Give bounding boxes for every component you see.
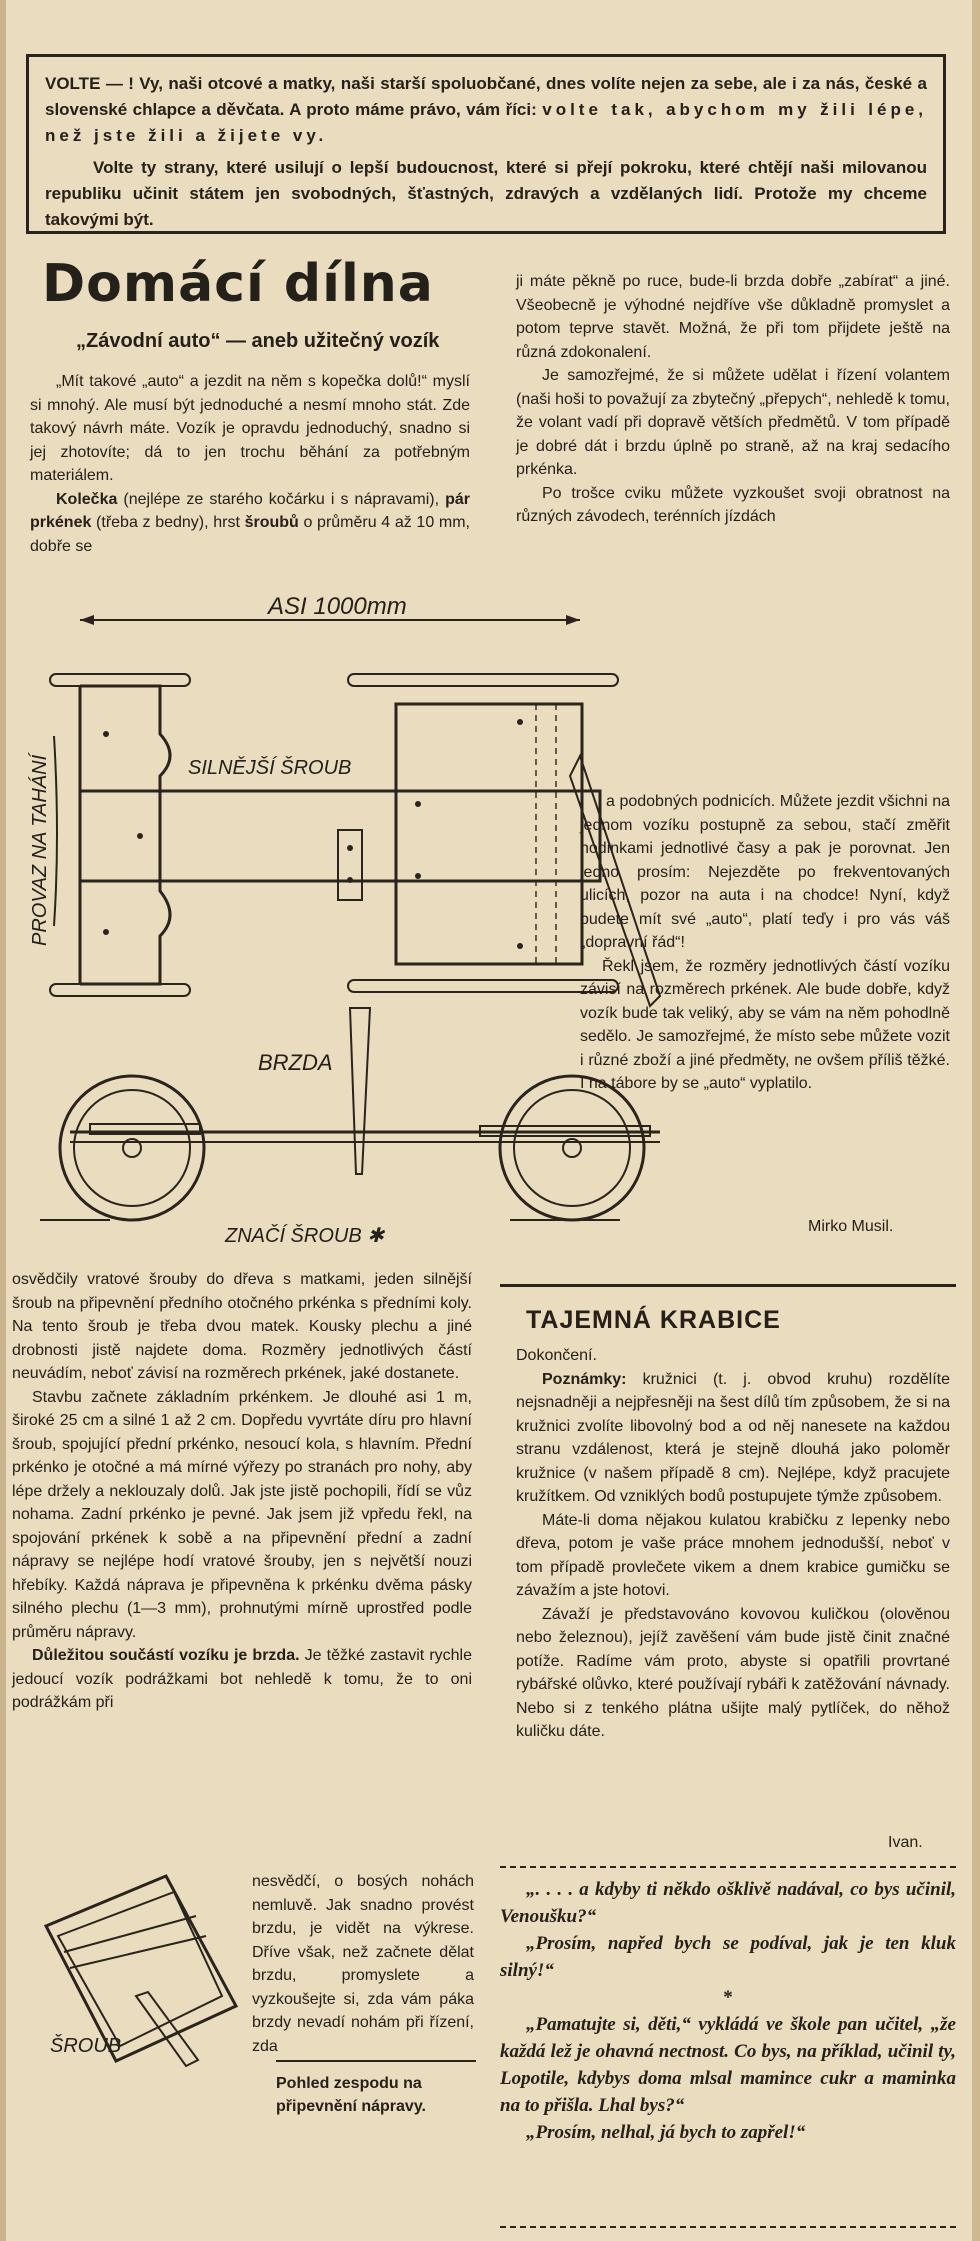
right-paragraph-2: Je samozřejmé, že si můžete udělat i řízení volantem (naši hoši to považují za zbytečný „přepych“, nehledě k tomu, že volant vadí při dopravě větších předmětů. V tom případě je dobré dát i brzdu úplně po straně, až na kraj sedacího prkénka.	[516, 367, 950, 478]
materials-bold-screws: šroubů	[244, 514, 299, 531]
brake-continuation-text: nesvědčí, o bosých nohách nemluvě. Jak snadno provést brzdu, je vidět na výkrese. Dříve však, než začnete dělat brzdu, promyslete a vyzkoušejte si, zda vám páka brzdy nevadí nohám při řízení, zda	[252, 1873, 474, 2055]
rear-axle-bottom	[348, 980, 618, 992]
bolt-mark-text: ZNAČÍ ŠROUB	[225, 1225, 362, 1247]
intro-paragraph: „Mít takové „auto“ a jezdit na něm s kopečka dolů!“ myslí si mnohý. Ale musí být jednoduché a nesmí mnoho stát. Zde takový návrh máte. Vozík je opravdu jednoduchý, snadno si jej zhotovíte; dá to jen trochu běhání za potřebným materiálem.	[30, 373, 470, 484]
bolt-dot	[415, 873, 421, 879]
front-board	[80, 686, 170, 984]
rope-label: PROVAZ NA TAHÁNÍ	[29, 754, 51, 946]
main-board	[80, 791, 600, 881]
joke-2-answer: „Prosím, nelhal, já bych to zapřel!“	[526, 2122, 806, 2143]
rear-board	[396, 704, 582, 964]
bolt-dot	[103, 929, 109, 935]
front-axle-bottom	[50, 984, 190, 996]
rear-axle-top	[348, 674, 618, 686]
box-paragraph-3: Závaží je představováno kovovou kuličkou (olověnou nebo železnou), jejíž zavěšení vám bude jistě činit značné potíže. Radíme vám proto, abyste si opatřili provrtané rybářské olůvko, které používají rybáři k zatěžování návnady. Nebo si z tenkého plátna ušijte malý pytlíček, do něhož kuličku dáte.	[516, 1605, 950, 1740]
box-author: Ivan.	[888, 1834, 923, 1851]
bolt-mark-symbol: ✱	[367, 1225, 385, 1247]
jokes-rule-bottom	[500, 2226, 956, 2228]
figure-caption: Pohled zespodu na připevnění nápravy.	[276, 2075, 426, 2115]
front-wheel-inner	[74, 1090, 190, 1206]
box-article-title: TAJEMNÁ KRABICE	[526, 1306, 781, 1334]
jokes-section	[500, 1876, 956, 2146]
bolt-dot	[415, 801, 421, 807]
bolt-dot	[347, 845, 353, 851]
right-paragraph-3: Po trošce cviku můžete vyzkoušet svoji obratnost na různých závodech, terénních jízdách	[516, 484, 950, 525]
box-article-column	[516, 1340, 950, 1744]
jokes-rule-top	[500, 1866, 956, 1868]
article-title: Domácí dílna	[42, 254, 434, 314]
fig2-label: ŠROUB	[50, 2035, 122, 2057]
continued-label: Dokončení.	[516, 1347, 597, 1364]
bolt-mark-label	[224, 1224, 385, 1247]
metal-strip	[64, 1916, 206, 1968]
article-right-column	[516, 270, 950, 529]
materials-text-1: (nejlépe ze starého kočárku i s nápravami),	[117, 490, 446, 508]
materials-bold-boards: pár prkének	[30, 490, 470, 531]
materials-text-3: o průměru 4 až 10 mm, dobře se	[30, 514, 471, 555]
notice-paragraph-2: Volte ty strany, které usilují o lepší budoucnost, které si přejí pokroku, které chtějí naši milovanou republiku učinit státem jen svobodných, šťastných, zdravých a vzdělaných lidí. Protože my chceme takovými být.	[45, 158, 927, 229]
caption-rule	[276, 2060, 476, 2062]
bolt-dot	[517, 943, 523, 949]
joke-1: „. . . . a kdyby ti někdo ošklivě nadával, co bys učinil, Venoušku?“	[500, 1879, 956, 1927]
rear-wheel-inner	[514, 1090, 630, 1206]
bolt-dot	[137, 833, 143, 839]
right-paragraph-1: ji máte pěkně po ruce, bude-li brzda dobře „zabírat“ a jiné. Všeobecně je výhodné nejdříve vše důkladně promyslet a potom teprve stavět. Možná, že při tom přijdete ještě na různá zdokonalení.	[516, 273, 950, 361]
page-edge-right	[972, 0, 980, 2241]
front-axle-top	[50, 674, 190, 686]
article-subtitle: „Závodní auto“ — aneb užitečný vozík	[76, 330, 440, 352]
notes-paragraph	[516, 1368, 950, 1509]
materials-bold-wheels: Kolečka	[56, 490, 118, 508]
joke-2: „Pamatujte si, děti,“ vykládá ve škole pan učitel, „že každá lež je ohavná nectnost. Co bys, na příklad, učinil ty, Lopotile, kdybys doma mlsal mamince cukr a maminka na to přišla. Lhal bys?“	[500, 2014, 956, 2116]
bolt-label: SILNĚJŠÍ ŠROUB	[188, 757, 352, 779]
brake-label: BRZDA	[258, 1050, 333, 1075]
right-paragraph-3b: a podobných podnicích. Můžete jezdit všichni na jednom vozíku postupně za sebou, stačí změřit hodinkami jednotlivé časy a pak je porovnat. Jen jedno prosím: Nejezděte po frekventovaných ulicích, pozor na auta i na chodce! Nyní, když budete mít své „auto“, platí teďy i pro vás váš „dopravní řád“!	[580, 793, 950, 951]
notice-spaced-text: volte tak, abychom my žili lépe, než jste žili a žijete vy.	[45, 100, 928, 145]
brake-continuation	[252, 1870, 474, 2058]
pull-rope	[54, 736, 57, 926]
joke-1-answer: „Prosím, napřed bych se podíval, jak je ten kluk silný!“	[500, 1933, 956, 1981]
author-signature: Mirko Musil.	[808, 1218, 894, 1235]
brake-bracket	[338, 830, 362, 900]
notice-text: VOLTE — ! Vy, naši otcové a matky, naši starší spoluobčané, dnes volíte nejen za sebe, ale i za nás, české a slovenské chlapce a děvčata. A proto máme právo, vám říci:	[45, 74, 927, 119]
article-right-column-mid	[580, 790, 950, 1096]
vote-notice-box	[26, 54, 946, 234]
section-rule	[500, 1284, 956, 1287]
brake-heading: Důležitou součástí vozíku je brzda.	[32, 1647, 300, 1664]
article-intro-column	[30, 370, 470, 558]
notes-text: kružnici (t. j. obvod kruhu) rozdělíte nejsnadněji a nejpřesněji na šest dílů tím způsobem, že si na kružnici zvolíte libovolný bod a od něj nanesete na každou stranu vzdálenost, která je stejně dlouhá jako poloměr kružnice (v našem případě 8 cm). Nejlépe, když pracujete kružítkem. Od vzniklých bodů postupujete týmže způsobem.	[516, 1370, 950, 1505]
left-paragraph-1: osvědčily vratové šrouby do dřeva s matkami, jeden silnější šroub na připevnění předního otočného prkénka s předními koly. Na tento šroub je třeba dvou matek. Kousky plechu a jiné drobnosti jistě najdete doma. Rozměry jednotlivých částí neuvádím, neboť závisí na rozměrech prkének, jaké dostanete.	[12, 1271, 472, 1382]
bolt-dot	[347, 877, 353, 883]
notice-paragraph-1	[45, 71, 927, 149]
left-paragraph-3	[12, 1644, 472, 1715]
left-paragraph-2: Stavbu začnete základním prkénkem. Je dlouhé asi 1 m, široké 25 cm a silné 1 až 2 cm. Dopředu vyvrtáte díru pro hlavní šroub, spojující přední prkénko, nesoucí kola, s hlavním. Přední prkénko je otočné a má mírné výřezy po stranách pro nohy, aby lépe držely a neklouzaly dolů. Jak jste jistě pochopili, řídí se vůz nohama. Zadní prkénko je pevné. Jak jsem již vpředu řekl, na spojování prkének k sobě a na připevnění přední a zadní nápravy se nejlépe hodí vratové šrouby, jen s největší nouzi hřebíky. Každá náprava je připevněna k prkénku dvěma pásky silného plechu (1—3 mm), prohnutými mírně uprostřed podle průměru nápravy.	[12, 1388, 472, 1641]
front-wheel	[60, 1076, 204, 1220]
right-paragraph-4: Řekl jsem, že rozměry jednotlivých částí vozíku závisí na rozměrech prkének. Ale bude dobře, když vozík bude tak veliký, aby se vám na něm pohodlně sedělo. Je samozřejmé, že místo sebe můžete vozit i různé zboží a jiné předměty, ne ovšem příliš těžké. I na tábore by se „auto“ vyplatilo.	[580, 957, 950, 1092]
rear-wheel	[500, 1076, 644, 1220]
joke-separator: *	[723, 1987, 733, 2008]
axle-mount-figure	[36, 1856, 266, 2076]
materials-text-2: (třeba z bedny), hrst	[91, 514, 245, 531]
dimension-label: ASI 1000mm	[268, 593, 407, 620]
dimension-arrow-right	[566, 615, 580, 625]
bolt-dot	[103, 731, 109, 737]
notes-heading: Poznámky:	[542, 1370, 627, 1388]
left-paragraph-3-text: Je těžké zastavit rychle jedoucí vozík podrážkami bot nehledě k tomu, že to oni podrážkám při	[12, 1647, 472, 1711]
box-paragraph-2: Máte-li doma nějakou kulatou krabičku z lepenky nebo dřeva, potom je vaše práce mnohem jednodušší, neboť v tom případě provlečete vikem a dnem krabice gumičku se závažím a jste hotovi.	[516, 1511, 950, 1599]
dimension-arrow-left	[80, 615, 94, 625]
materials-paragraph	[30, 488, 470, 559]
article-left-column-bottom	[12, 1268, 472, 1715]
brake-lever-side	[350, 1008, 370, 1174]
bolt-dot	[517, 719, 523, 725]
page-edge-left	[0, 0, 6, 2241]
